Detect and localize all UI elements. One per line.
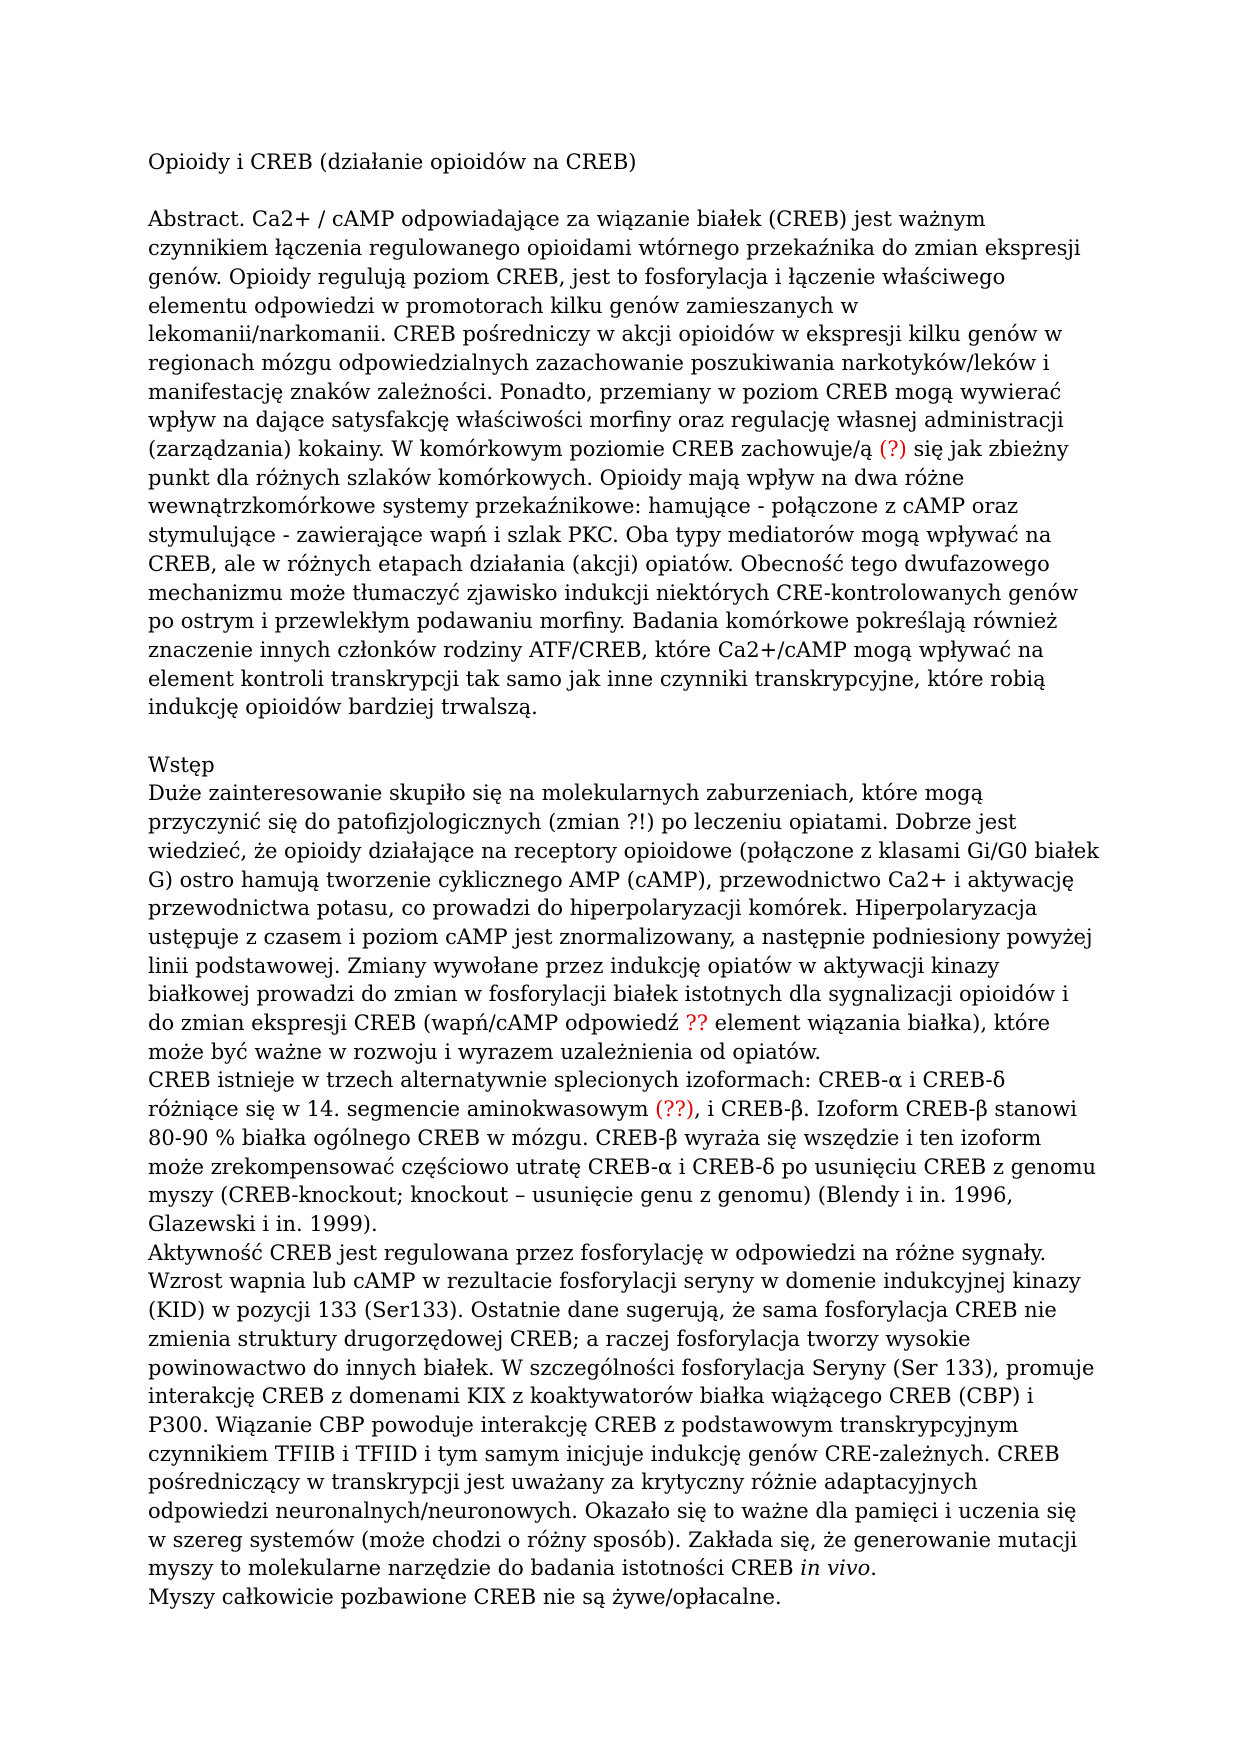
spacer	[148, 177, 1100, 206]
intro-paragraph-1	[148, 779, 1100, 1066]
intro-p1-text-1: Duże zainteresowanie skupiło się na molekularnych zaburzeniach, które mogą przyczynić się do patofizjologicznych (zmian ?!) po leczeniu opiatami. Dobrze jest wiedzieć, że opioidy działające na receptory opioidowe (połączone z klasami Gi/G0 białek G) ostro hamują tworzenie cyklicznego AMP (cAMP), przewodnictwo Ca2+ i aktywację przewodnictwa potasu, co prowadzi do hiperpolaryzacji komórek. Hiperpolaryzacja ustępuje z czasem i poziom cAMP jest znormalizowany, a następnie podniesiony powyżej linii podstawowej. Zmiany wywołane przez indukcję opiatów w aktywacji kinazy białkowej prowadzi do zmian w fosforylacji białek istotnych dla sygnalizacji opioidów i do zmian ekspresji CREB (wapń/cAMP odpowiedź	[148, 781, 1099, 1036]
intro-heading: Wstęp	[148, 752, 215, 777]
intro-p1-text-2: element wiązania białka), które może być ważne w rozwoju i wyrazem uzależnienia od opiatów.	[148, 1011, 1050, 1064]
intro-paragraph-2	[148, 1066, 1100, 1238]
intro-p2-text-2: , i CREB-β. Izoform CREB-β stanowi 80-90 % białka ogólnego CREB w mózgu. CREB-β wyraża się wszędzie i ten izoform może zrekompensować częściowo utratę CREB-α i CREB-δ po usunięciu CREB z genomu myszy (CREB-knockout; knockout – usunięcie genu z genomu) (Blendy i in. 1996, Glazewski i in. 1999).	[148, 1097, 1097, 1236]
intro-p2-text-1: CREB istnieje w trzech alternatywnie splecionych izoformach: CREB-α i CREB-δ różniące się w 14. segmencie aminokwasowym	[148, 1068, 1006, 1122]
intro-p3-text-1: Aktywność CREB jest regulowana przez fosforylację w odpowiedzi na różne sygnały. Wzrost wapnia lub cAMP w rezultacie fosforylacji seryny w domenie indukcyjnej kinazy (KID) w pozycji 133 (Ser133). Ostatnie dane sugerują, że sama fosforylacja CREB nie zmienia struktury drugorzędowej CREB; a raczej fosforylacja tworzy wysokie powinowactwo do innych białek. W szczególności fosforylacja Seryny (Ser 133), promuje interakcję CREB z domenami KIX z koaktywatorów białka wiążącego CREB (CBP) i P300. Wiązanie CBP powoduje interakcję CREB z podstawowym transkrypcyjnym czynnikiem TFIIB i TFIID i tym samym inicjuje indukcję genów CRE-zależnych. CREB pośredniczący w transkrypcji jest uważany za krytyczny różnie adaptacyjnych odpowiedzi neuronalnych/neuronowych. Okazało się to ważne dla pamięci i uczenia się w szereg systemów (może chodzi o różny sposób). Zakłada się, że generowanie mutacji myszy to molekularne narzędzie do badania istotności CREB	[148, 1240, 1095, 1581]
abstract-paragraph	[148, 205, 1100, 722]
abstract-question-mark: (?)	[879, 437, 907, 462]
intro-p3-italic: in vivo	[800, 1556, 871, 1581]
spacer	[148, 722, 1100, 751]
document-title: Opioidy i CREB (działanie opioidów na CREB)	[148, 150, 637, 174]
abstract-text-1: Abstract. Ca2+ / cAMP odpowiadające za wiązanie białek (CREB) jest ważnym czynnikiem łączenia regulowanego opioidami wtórnego przekaźnika do zmian ekspresji genów. Opioidy regulują poziom CREB, jest to fosforylacja i łączenie właściwego elementu odpowiedzi w promotorach kilku genów zamieszanych w lekomanii/narkomanii. CREB pośredniczy w akcji opioidów w ekspresji kilku genów w regionach mózgu odpowiedzialnych zazachowanie poszukiwania narkotyków/leków i manifestację znaków zależności. Ponadto, przemiany w poziom CREB mogą wywierać wpływ na dające satysfakcję właściwości morfiny oraz regulację własnej administracji (zarządzania) kokainy. W komórkowym poziomie CREB zachowuje/ą	[148, 207, 1081, 462]
abstract-text-2: się jak zbieżny punkt dla różnych szlaków komórkowych. Opioidy mają wpływ na dwa różne wewnątrzkomórkowe systemy przekaźnikowe: hamujące - połączone z cAMP oraz stymulujące - zawierające wapń i szlak PKC. Oba typy mediatorów mogą wpływać na CREB, ale w różnych etapach działania (akcji) opiatów. Obecność tego dwufazowego mechanizmu może tłumaczyć zjawisko indukcji niektórych CRE-kontrolowanych genów po ostrym i przewlekłym podawaniu morfiny. Badania komórkowe pokreślają również znaczenie innych członków rodziny ATF/CREB, które Ca2+/cAMP mogą wpływać na element kontroli transkrypcji tak samo jak inne czynniki transkrypcyjne, które robią indukcję opioidów bardziej trwalszą.	[148, 437, 1079, 720]
intro-p2-question-mark: (??)	[655, 1097, 695, 1122]
intro-paragraph-3	[148, 1239, 1100, 1583]
intro-p1-question-mark: ??	[685, 1011, 708, 1036]
intro-p3-text-2: .	[870, 1556, 877, 1581]
intro-paragraph-4: Myszy całkowicie pozbawione CREB nie są żywe/opłacalne.	[148, 1585, 782, 1610]
